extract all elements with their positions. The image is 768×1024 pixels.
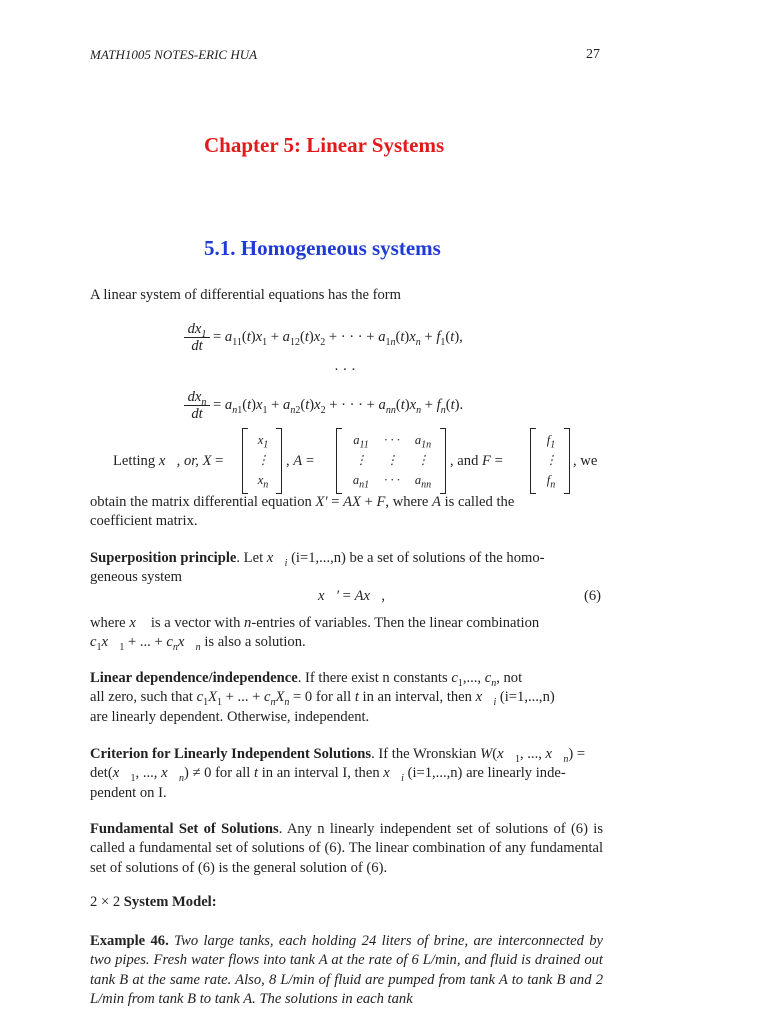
criterion-paragraph: Criterion for Linearly Independent Solutions. If the Wronskian $W(x⃗_1$, ..., $x⃗_n$) = $\det(x⃗_1$, ..., $x⃗_n) \ne 0$ for all t in an interval I, then $x⃗_i$ (i=1,...,n) are linearly inde- pendent on I. <box>90 746 586 801</box>
system-model-heading: 2 × 2 System Model: <box>90 894 217 910</box>
equation-number: (6) <box>584 588 602 604</box>
superposition-paragraph: Superposition principle. Let $x⃗_i$ (i=1,...,n) be a set of solutions of the homo- geneous system <box>90 550 545 586</box>
section-title: 5.1. Homogeneous systems <box>204 236 441 260</box>
chapter-title: Chapter 5: Linear Systems <box>204 133 445 157</box>
fundamental-paragraph: Fundamental Set of Solutions. Any n linearly independent set of solutions of (6) is called a fundamental set of solutions of (6). The linear combination of any fundamental set of solutions of (6) is the general solution of (6). <box>90 821 604 876</box>
dependence-paragraph: Linear dependence/independence. If there exist n constants $c_1$,..., $c_n$, not all zero, such that $c_1X_1$ + ... + $c_nX_n = 0$ for all t in an interval, then $x⃗_i$ (i=1,...,n) are linearly dependent. Otherwise, independent. <box>90 670 555 725</box>
matrix-equation-paragraph: obtain the matrix differential equation X′ = AX + F, where A is called the coefficient matrix. <box>90 494 515 530</box>
example-paragraph: Example 46. Two large tanks, each holding 24 liters of brine, are interconnected by two pipes. Fresh water flows into tank A at the rate of 6 L/min, and fluid is drained out tank B at the same rate. Also, 8 L/min of fluid are pumped from tank A to tank B and 2 L/min from tank B to tank A. The solutions in each tank <box>90 933 603 1007</box>
page-number: 27 <box>586 47 600 62</box>
intro-text: A linear system of differential equations has the form <box>90 287 401 303</box>
document-page: MATH1005 NOTES-ERIC HUA 27 Chapter 5: Linear Systems 5.1. Homogeneous systems A linear system of differential equations has the form $\frac{dx_1}{dt}$ = $a_{11}(t)x_1 + a_{12}(t)x_2$ + · · · + $a_{1n}(t)x_n + f_1(t)$, · · · $dx_n$ dt = $a_{n1}(t)x_1 + a_{n2}(t)x_2$ + · · · + $a_{nn}(t)x_n + f_n(t)$. Letting x⃗, or, X = $x_1$ ⋮ $x_n$ , A = $a_{11}$ · · · $a_{1n}$ ⋮ ⋮ ⋮ $a_{n1}$ · · · $a_{nn}$ , and F = $f_1$ ⋮ $f_n$ , we obtain the matrix differential equation X′ = AX + F, where A is called the coefficient matrix. Superposition principle. Let $x⃗_i$ (i=1,...,n) be a set of solutions of the homo- geneous system x⃗′ = Ax⃗, (6) where x⃗ is a vector with n-entries of variables. Then the linear combination $c_1x⃗_1$ + ... + $c_nx⃗_n$ is also a solution. Linear dependence/independence. If there exist n constants $c_1$,..., $c_n$, not all zero, such that $c_1X_1$ + ... + $c_nX_n = 0$ for all t in an interval, then $x⃗_i$ (i=1,...,n) are linearly dependent. Otherwise, independent. Criterion for Linearly Independent Solutions. If the Wronskian $W(x⃗_1$, ..., $x⃗_n$) = $\det(x⃗_1$, ..., $x⃗_n) \ne 0$ for all t in an interval I, then $x⃗_i$ (i=1,...,n) are linearly inde- pendent on I. Fundamental Set of Solutions. Any n linearly independent set of solutions of (6) is called a fundamental set of solutions of (6). The linear combination of any fundamental set of solutions of (6) is the general solution of (6). 2 × 2 System Model: Example 46. Two large tanks, each holding 24 liters of brine, are interconnected by two pipes. Fresh water flows into tank A at the rate of 6 L/min, and fluid is drained out tank B at the same rate. Also, 8 L/min of fluid are pumped from tank A to tank B and 2 L/min from tank B to tank A. The solutions in each tank <box>0 0 768 1024</box>
equation-ellipsis: · · · <box>334 362 356 378</box>
superposition-equation: x⃗′ = Ax⃗, <box>318 588 385 604</box>
superposition-paragraph-cont: where x⃗ is a vector with n-entries of variables. Then the linear combination $c_1x⃗_1$ + ... + $c_nx⃗_n$ is also a solution. <box>90 615 540 654</box>
running-title: MATH1005 NOTES-ERIC HUA <box>90 47 258 62</box>
